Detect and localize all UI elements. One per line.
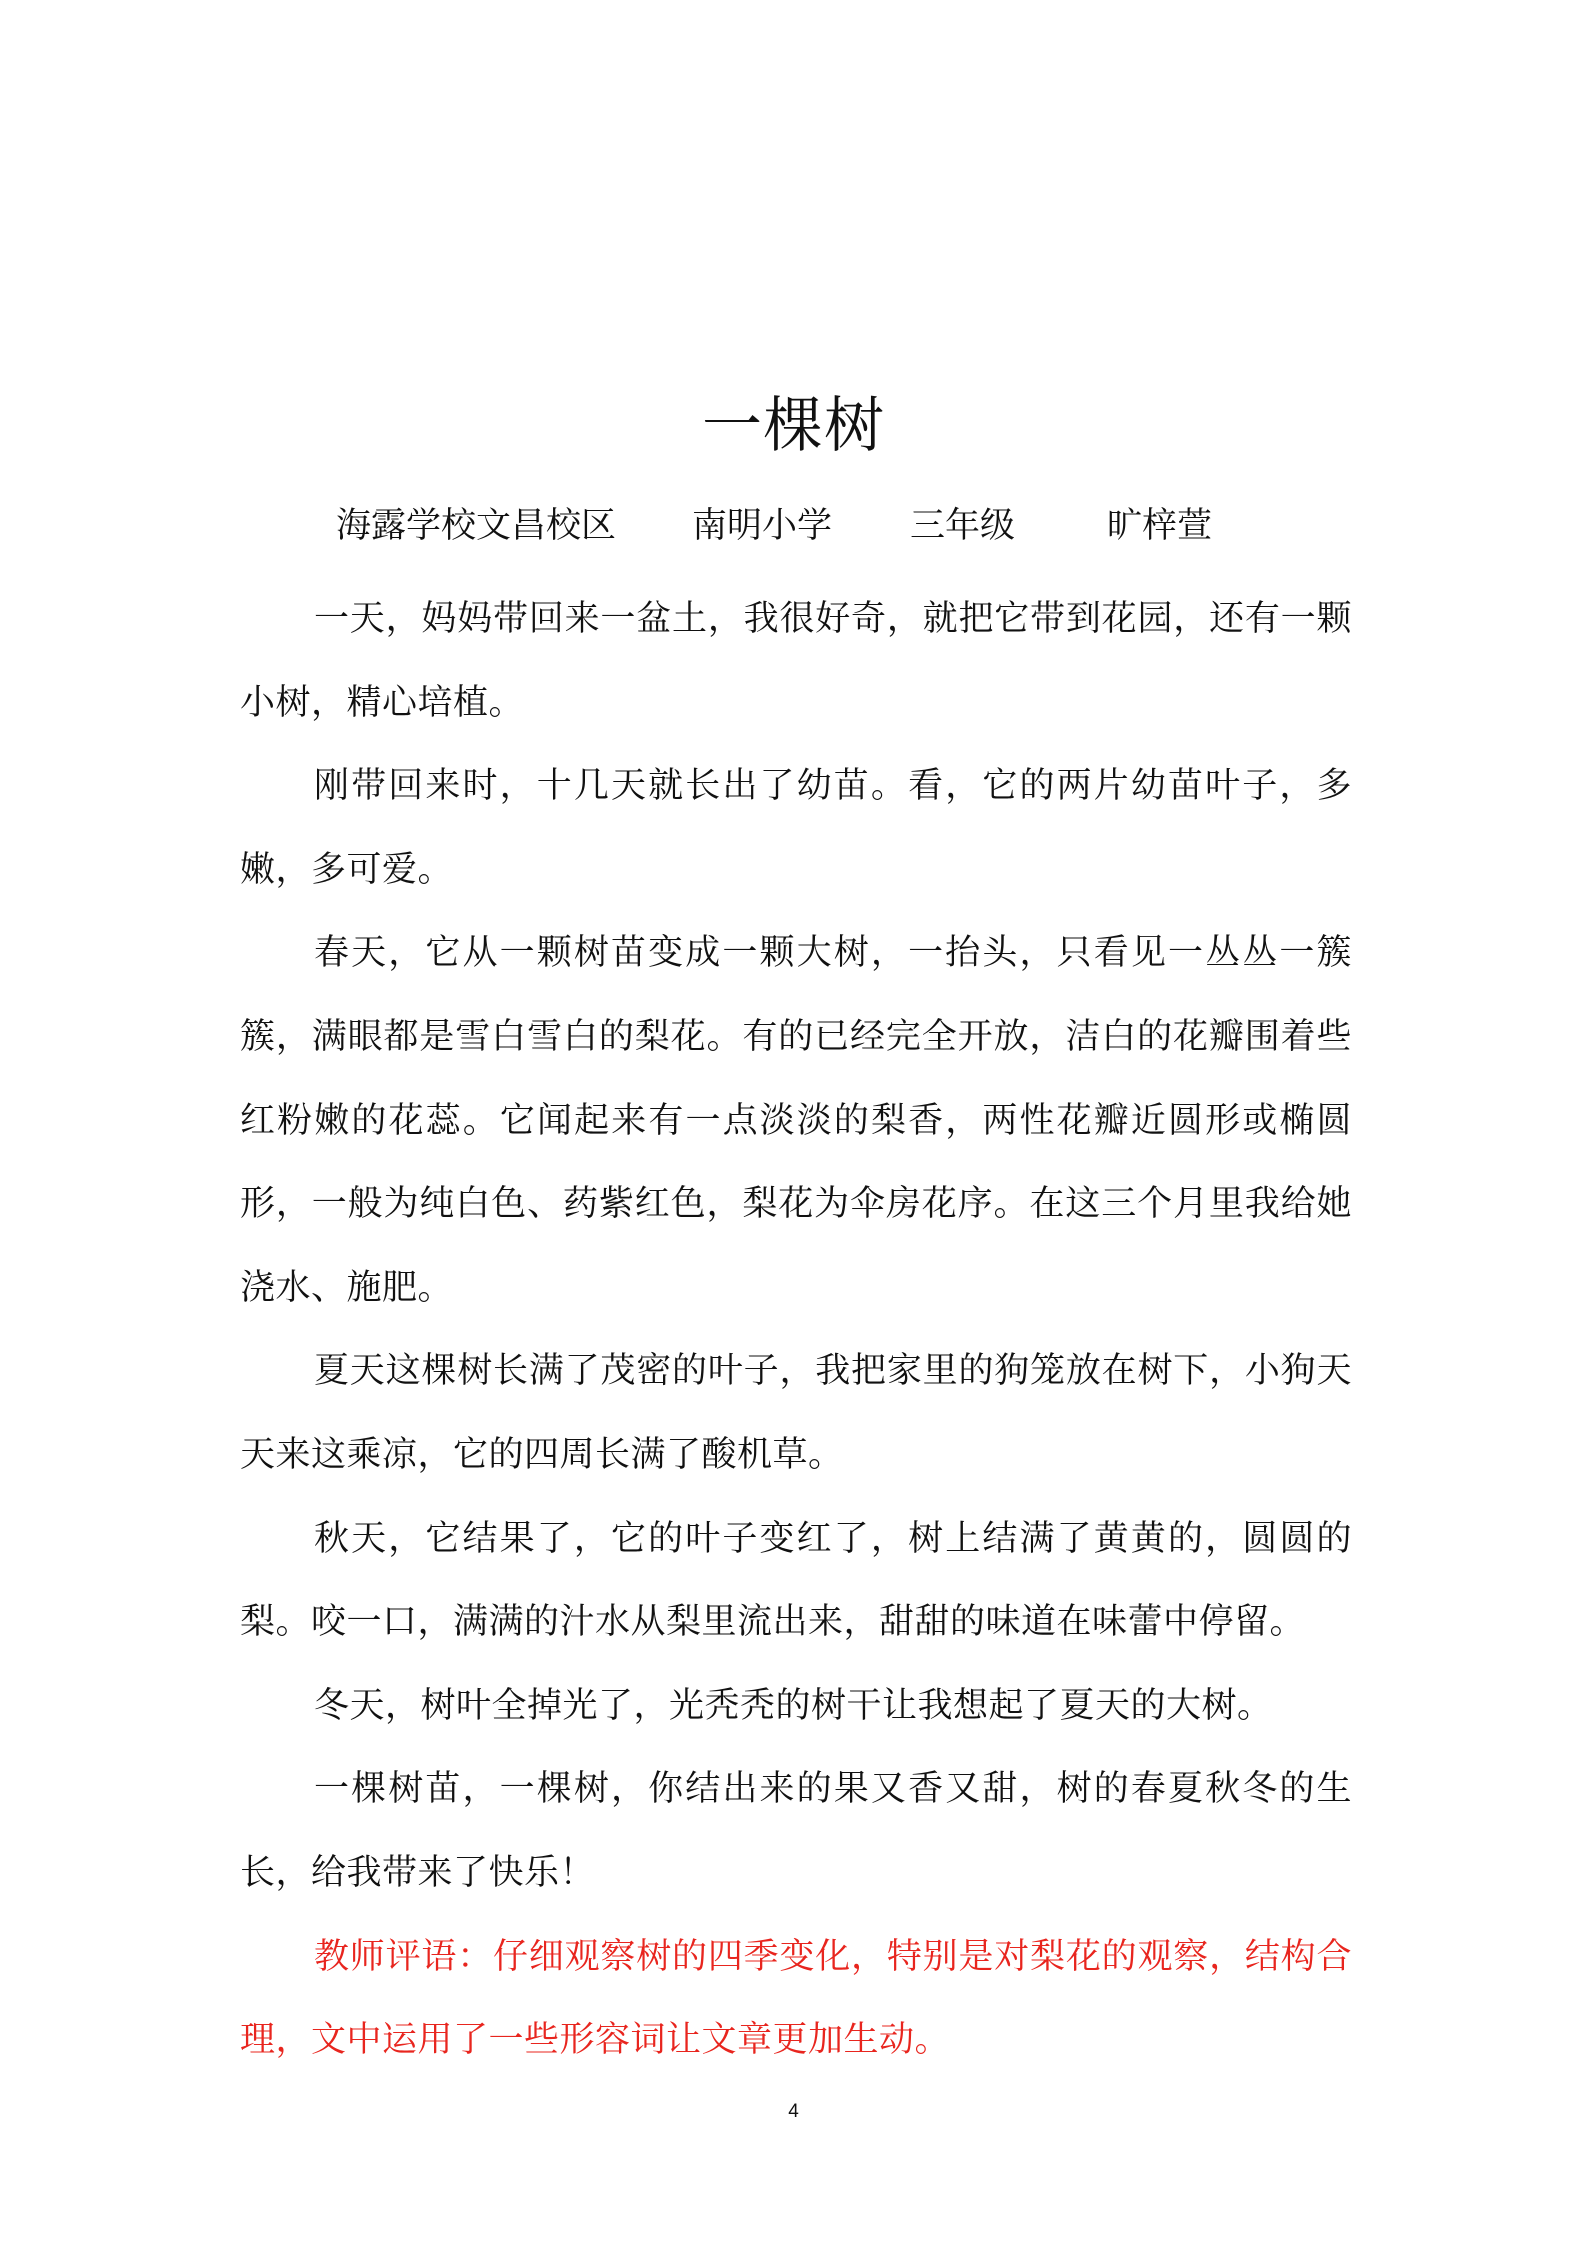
paragraph: 夏天这棵树长满了茂密的叶子，我把家里的狗笼放在树下，小狗天天来这乘凉，它的四周长满了酸机草。 <box>240 1351 1352 1475</box>
paragraph: 刚带回来时，十几天就长出了幼苗。看，它的两片幼苗叶子，多嫩，多可爱。 <box>240 766 1352 890</box>
byline-primary-school: 南明小学 <box>692 506 833 546</box>
paragraph: 秋天，它结果了，它的叶子变红了，树上结满了黄黄的，圆圆的梨。咬一口，满满的汁水从梨里流出来，甜甜的味道在味蕾中停留。 <box>240 1518 1352 1643</box>
essay-body <box>240 578 1352 2083</box>
byline-grade: 三年级 <box>910 506 1016 546</box>
essay-title: 一棵树 <box>702 391 885 461</box>
byline-author: 旷梓萱 <box>1107 506 1213 546</box>
paragraph: 一天，妈妈带回来一盆土，我很好奇，就把它带到花园，还有一颗小树，精心培植。 <box>240 599 1352 723</box>
paragraph: 冬天，树叶全掉光了，光秃秃的树干让我想起了夏天的大树。 <box>314 1685 1273 1726</box>
paragraph: 春天，它从一颗树苗变成一颗大树，一抬头，只看见一丛丛一簇簇，满眼都是雪白雪白的梨花。有的已经完全开放，洁白的花瓣围着些红粉嫩的花蕊。它闻起来有一点淡淡的梨香，两性花瓣近圆形或椭圆形，一般为纯白色、药紫红色，梨花为伞房花序。在这三个月里我给她浇水、施肥。 <box>240 933 1352 1308</box>
paragraph: 一棵树苗，一棵树，你结出来的果又香又甜，树的春夏秋冬的生长，给我带来了快乐！ <box>240 1769 1352 1893</box>
byline-school: 海露学校文昌校区 <box>336 506 617 546</box>
teacher-comment: 教师评语：仔细观察树的四季变化，特别是对梨花的观察，结构合理，文中运用了一些形容词让文章更加生动。 <box>240 1936 1352 2061</box>
byline <box>336 496 1212 556</box>
page-number: 4 <box>788 2101 799 2122</box>
